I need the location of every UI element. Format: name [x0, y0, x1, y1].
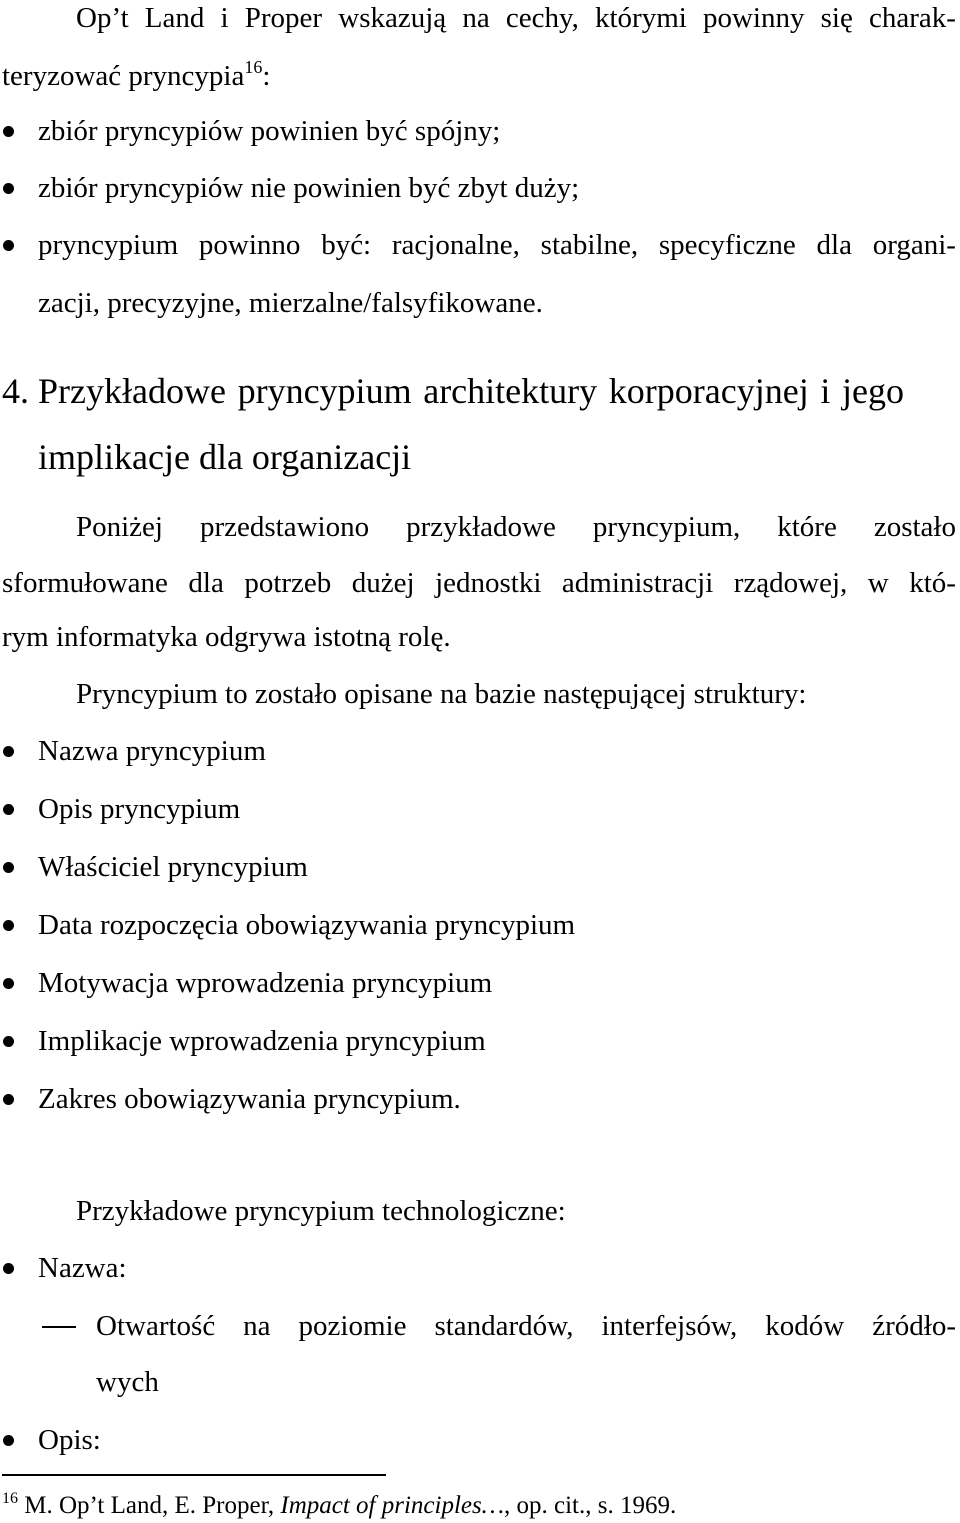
paragraph-line-1 [76, 513, 956, 542]
section-title-line-2: implikacje dla organizacji [38, 437, 412, 477]
intro-line-2: teryzować pryncypia$^{16}$: [2, 57, 271, 92]
footnote-source: , op. cit., s. 1969. [503, 1492, 677, 1519]
word: korporacyjnej [608, 371, 809, 411]
word: któ- [909, 567, 956, 599]
word: pryncypium [38, 229, 179, 261]
bullet-icon [3, 183, 14, 194]
word: Otwartość [96, 1310, 216, 1342]
structure-item: Nazwa pryncypium [38, 735, 266, 767]
word: standardów, [434, 1310, 574, 1342]
bullet-item: zbiór pryncypiów nie powinien być zbyt duży; [38, 172, 580, 204]
word: się [820, 2, 853, 34]
structure-intro: Pryncypium to zostało opisane na bazie następującej struktury: [76, 678, 807, 710]
word: jednostki [435, 567, 542, 599]
structure-item: Implikacje wprowadzenia pryncypium [38, 1025, 486, 1057]
word: interfejsów, [601, 1310, 738, 1342]
bullet-icon [3, 240, 14, 251]
word: dla [188, 567, 224, 599]
footnote [2, 1490, 677, 1519]
word: jego [842, 371, 904, 411]
word: sformułowane [2, 567, 168, 599]
word: i [820, 371, 831, 411]
example-name-value-continuation: wych [96, 1366, 159, 1398]
bullet-item-continuation: zacji, precyzyjne, mierzalne/falsyfikowane. [38, 287, 543, 319]
example-intro: Przykładowe pryncypium technologiczne: [76, 1195, 566, 1227]
word: które [777, 511, 837, 543]
word: dużej [351, 567, 415, 599]
word: źródło- [872, 1310, 956, 1342]
bullet-item: zbiór pryncypiów powinien być spójny; [38, 115, 501, 147]
bullet-icon [3, 1036, 14, 1047]
word: powinno [198, 229, 301, 261]
bullet-icon [3, 1263, 14, 1274]
structure-item: Data rozpoczęcia obowiązywania pryncypium [38, 909, 576, 941]
section-title-line-1 [38, 373, 904, 409]
structure-item: Motywacja wprowadzenia pryncypium [38, 967, 493, 999]
word: na [462, 2, 490, 34]
word: przykładowe [406, 511, 556, 543]
footnote-title: Impact of principles… [280, 1492, 504, 1519]
bullet-icon [3, 1435, 14, 1446]
word: racjonalne, [391, 229, 520, 261]
word: potrzeb [244, 567, 332, 599]
bullet-icon [3, 804, 14, 815]
bullet-icon [3, 920, 14, 931]
example-description-label: Opis: [38, 1424, 101, 1456]
word: kodów [765, 1310, 845, 1342]
word: charak- [869, 2, 956, 34]
structure-item: Zakres obowiązywania pryncypium. [38, 1083, 461, 1115]
bullet-icon [3, 746, 14, 757]
word: Poniżej [76, 511, 163, 543]
word: pryncypium, [592, 511, 741, 543]
word: Przykładowe [38, 371, 226, 411]
word: zostało [873, 511, 956, 543]
word: i [220, 2, 229, 34]
bullet-icon [3, 1094, 14, 1105]
footnote-ref: 16 [244, 57, 263, 77]
word: Proper [244, 2, 323, 34]
bullet-icon [3, 862, 14, 873]
word: cechy, [505, 2, 579, 34]
paragraph-line-3: rym informatyka odgrywa istotną rolę. [2, 621, 451, 653]
intro-line-1 [76, 4, 956, 33]
word: którymi [594, 2, 687, 34]
word: dla [816, 229, 852, 261]
footnote-number: 16 [2, 1490, 18, 1507]
word: przedstawiono [199, 511, 370, 543]
structure-item: Właściciel pryncypium [38, 851, 308, 883]
word: organi- [872, 229, 956, 261]
example-name-value [96, 1312, 956, 1341]
word: pryncypium [237, 371, 412, 411]
bullet-icon [3, 978, 14, 989]
dash-icon [42, 1326, 76, 1328]
word: specyficzne [658, 229, 796, 261]
word: w [867, 567, 889, 599]
word: architektury [423, 371, 598, 411]
structure-item: Opis pryncypium [38, 793, 241, 825]
bullet-item [38, 231, 956, 260]
footnote-authors: M. Op’t Land, E. Proper, [24, 1492, 275, 1519]
word: Land [144, 2, 205, 34]
word: wskazują [338, 2, 447, 34]
word: rządowej, [733, 567, 848, 599]
word: stabilne, [540, 229, 639, 261]
word: administracji [561, 567, 714, 599]
word: być: [321, 229, 372, 261]
word: powinny [702, 2, 805, 34]
word: Op’t [76, 2, 129, 34]
footnote-divider [2, 1474, 386, 1476]
example-name-label: Nazwa: [38, 1252, 127, 1284]
paragraph-line-2 [2, 569, 956, 598]
word: poziomie [298, 1310, 407, 1342]
bullet-icon [3, 126, 14, 137]
word: na [243, 1310, 271, 1342]
section-number: 4. [2, 371, 29, 411]
